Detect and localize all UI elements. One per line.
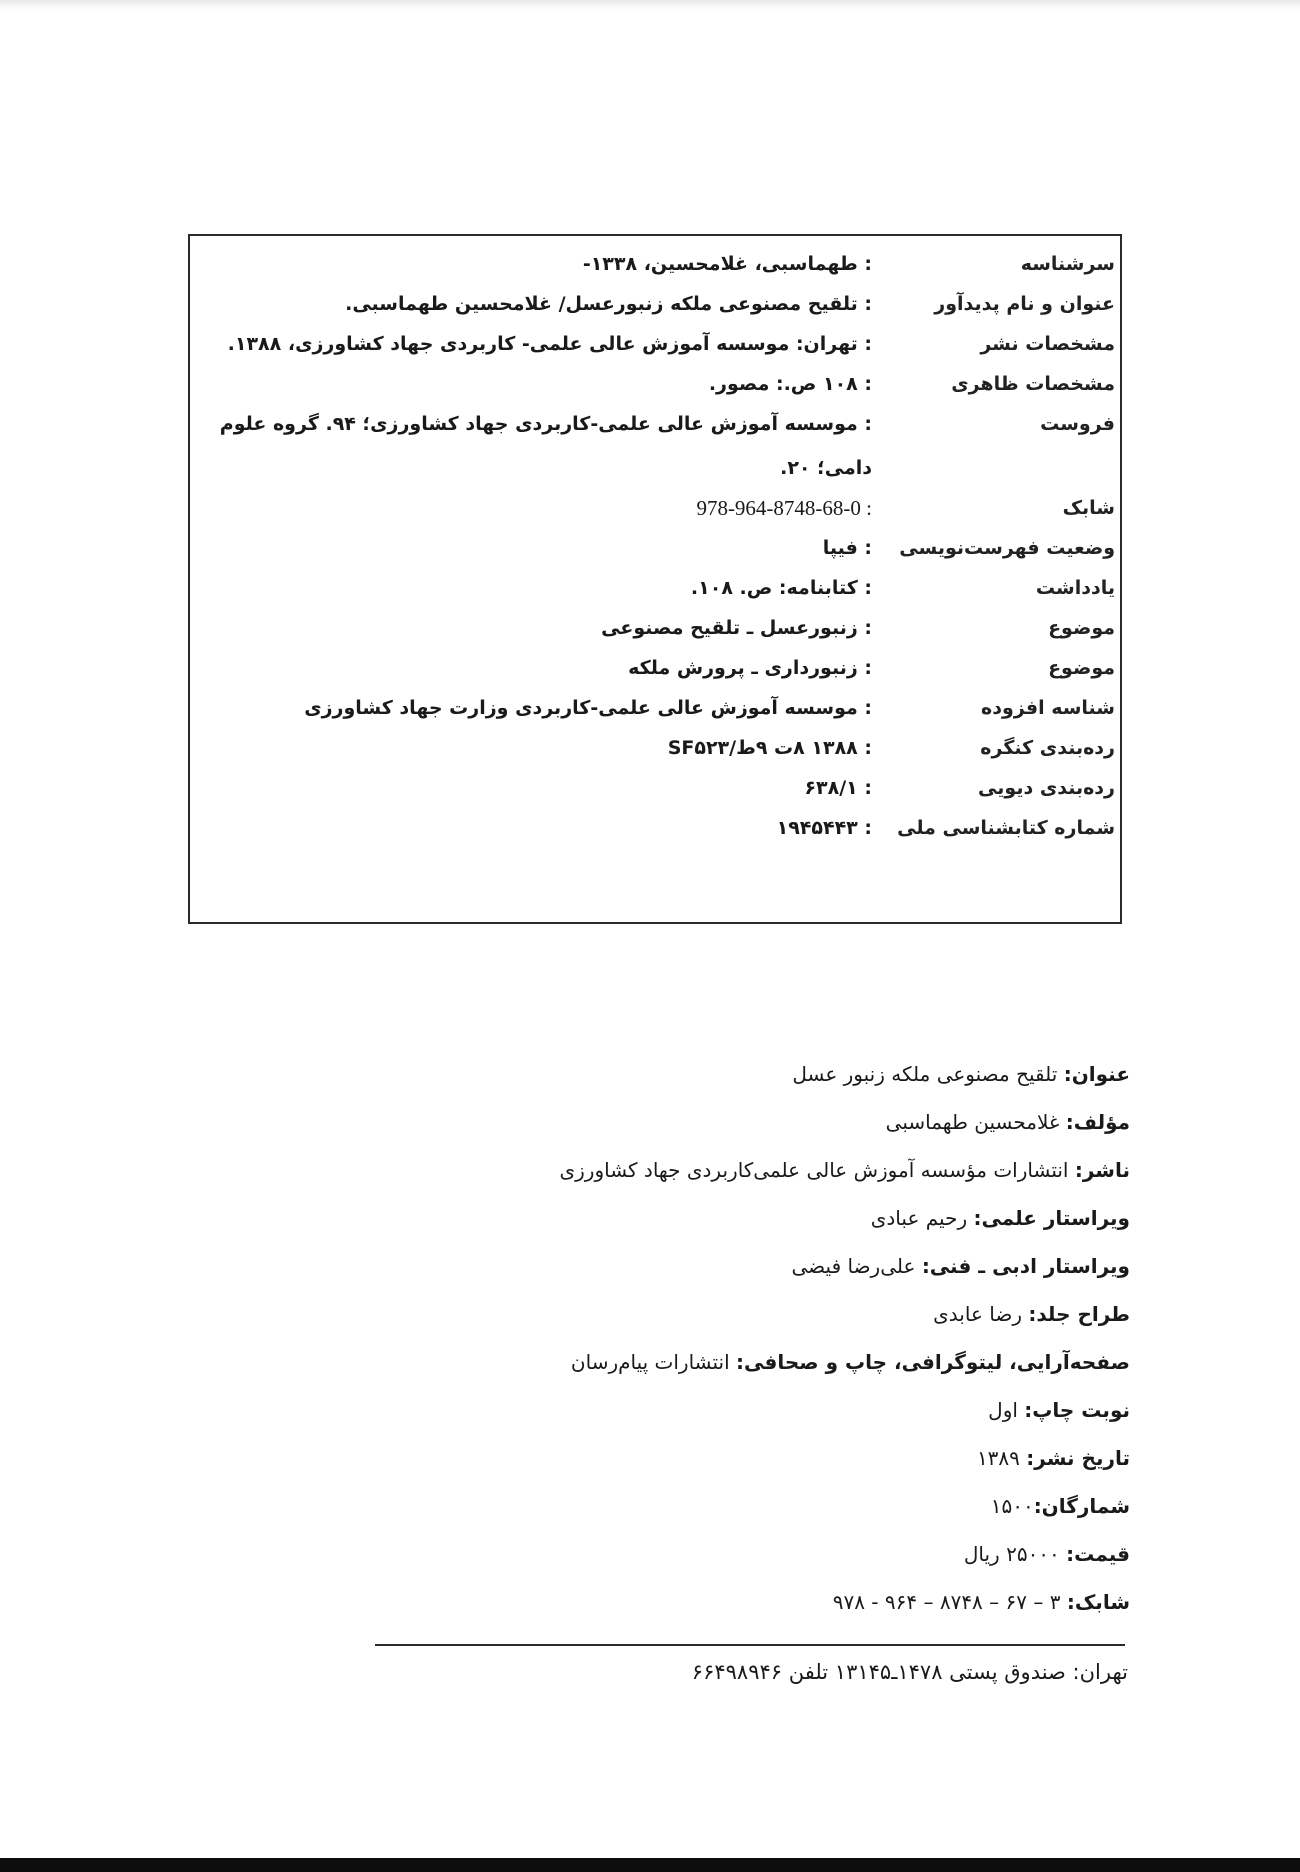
cataloging-in-publication-box bbox=[188, 234, 1122, 924]
credit-key: قیمت: bbox=[1066, 1542, 1130, 1566]
credit-key: شابک: bbox=[1066, 1590, 1130, 1614]
credit-author bbox=[230, 1098, 1130, 1146]
credit-value: غلامحسین طهماسبی bbox=[885, 1110, 1066, 1134]
cip-label: وضعیت فهرست‌نویسی bbox=[899, 537, 1115, 559]
cip-row-added-entry bbox=[190, 688, 1120, 728]
cip-row-subject-2 bbox=[190, 648, 1120, 688]
credit-key: شمارگان: bbox=[1033, 1494, 1130, 1518]
cip-label: مشخصات نشر bbox=[980, 333, 1115, 355]
credit-key: تاریخ نشر: bbox=[1026, 1446, 1130, 1470]
credit-key: ویراستار علمی: bbox=[973, 1206, 1130, 1230]
credit-key: ویراستار ادبی ـ فنی: bbox=[921, 1254, 1130, 1278]
credit-key: طراح جلد: bbox=[1028, 1302, 1130, 1326]
credit-key: صفحه‌آرایی، لیتوگرافی، چاپ و صحافی: bbox=[736, 1350, 1130, 1374]
credit-value: ۳ – ۶۷ – ۸۷۴۸ – ۹۶۴ - ۹۷۸ bbox=[832, 1590, 1067, 1614]
cip-row-isbn bbox=[190, 488, 1120, 528]
cip-row-publication bbox=[190, 324, 1120, 364]
cip-value: : تهران: موسسه آموزش عالی علمی- کاربردی جهاد کشاورزی، ۱۳۸۸. bbox=[227, 333, 872, 355]
credit-value: رحیم عبادی bbox=[870, 1206, 974, 1230]
cip-label: رده‌بندی کنگره bbox=[980, 737, 1115, 759]
credit-literary-editor bbox=[230, 1242, 1130, 1290]
cip-value: : ۱۳۸۸ ۸ت ۹ط/SF۵۲۳ bbox=[667, 737, 872, 759]
cip-label: موضوع bbox=[1048, 617, 1115, 639]
credit-isbn bbox=[230, 1578, 1130, 1626]
credit-printing bbox=[230, 1338, 1130, 1386]
cip-label: فروست bbox=[1040, 413, 1115, 435]
cip-row-series bbox=[190, 404, 1120, 488]
credit-value: اول bbox=[988, 1398, 1025, 1422]
cip-row-title bbox=[190, 284, 1120, 324]
horizontal-divider bbox=[375, 1644, 1125, 1646]
cip-value: : ۱۹۴۵۴۴۳ bbox=[776, 817, 872, 839]
cip-value: : ۱۰۸ ص.: مصور. bbox=[708, 373, 872, 395]
cip-value: : موسسه آموزش عالی علمی-کاربردی جهاد کشاورزی؛ ۹۴. گروه علوم دامی؛ ۲۰. bbox=[219, 413, 872, 479]
cip-row-note bbox=[190, 568, 1120, 608]
credit-publication-date bbox=[230, 1434, 1130, 1482]
cip-value: : زنبورعسل ـ تلقیح مصنوعی bbox=[601, 617, 872, 639]
credit-value: علی‌رضا فیضی bbox=[791, 1254, 922, 1278]
cip-row-status bbox=[190, 528, 1120, 568]
cip-value: : زنبورداری ـ پرورش ملکه bbox=[628, 657, 872, 679]
credit-value: تلقیح مصنوعی ملکه زنبور عسل bbox=[792, 1062, 1064, 1086]
credit-key: نوبت چاپ: bbox=[1024, 1398, 1130, 1422]
cip-label: موضوع bbox=[1048, 657, 1115, 679]
scan-edge-top bbox=[0, 0, 1300, 10]
cip-row-national-bib-number bbox=[190, 808, 1120, 848]
cip-value: : ۶۳۸/۱ bbox=[804, 777, 872, 799]
credit-value: انتشارات پیام‌رسان bbox=[570, 1350, 737, 1374]
credit-cover-designer bbox=[230, 1290, 1130, 1338]
book-credits bbox=[230, 1050, 1130, 1626]
cip-label: شابک bbox=[1062, 497, 1115, 519]
credit-key: ناشر: bbox=[1074, 1158, 1130, 1182]
publisher-address: تهران: صندوق پستی ۱۴۷۸ـ۱۳۱۴۵ تلفن ۶۶۴۹۸۹۴۶ bbox=[691, 1660, 1128, 1684]
cip-value: : تلقیح مصنوعی ملکه زنبورعسل/ غلامحسین طهماسبی. bbox=[345, 293, 872, 315]
credit-value: ۱۵۰۰ bbox=[990, 1494, 1034, 1518]
cip-label: شناسه افزوده bbox=[981, 697, 1115, 719]
isbn-value: 978-964-8748-68-0 : bbox=[696, 496, 872, 520]
credit-title bbox=[230, 1050, 1130, 1098]
credit-edition bbox=[230, 1386, 1130, 1434]
cip-label: شماره کتابشناسی ملی bbox=[897, 817, 1115, 839]
cip-label: مشخصات ظاهری bbox=[951, 373, 1115, 395]
cip-value: : فیپا bbox=[822, 537, 872, 559]
cip-row-main-entry bbox=[190, 244, 1120, 284]
cip-value bbox=[696, 488, 872, 529]
credit-value: ۱۳۸۹ bbox=[976, 1446, 1027, 1470]
credit-key: عنوان: bbox=[1063, 1062, 1130, 1086]
credit-price bbox=[230, 1530, 1130, 1578]
credit-value: رضا عابدی bbox=[933, 1302, 1029, 1326]
cip-row-lc-class bbox=[190, 728, 1120, 768]
cip-label: سرشناسه bbox=[1020, 253, 1115, 275]
credit-value: ۲۵۰۰۰ ریال bbox=[963, 1542, 1067, 1566]
scan-edge-bottom bbox=[0, 1858, 1300, 1872]
cip-row-dewey bbox=[190, 768, 1120, 808]
cip-label: رده‌بندی دیویی bbox=[978, 777, 1115, 799]
cip-value: : موسسه آموزش عالی علمی-کاربردی وزارت جهاد کشاورزی bbox=[304, 697, 872, 719]
cip-label: عنوان و نام پدیدآور bbox=[934, 293, 1115, 315]
credit-publisher bbox=[230, 1146, 1130, 1194]
credit-key: مؤلف: bbox=[1065, 1110, 1130, 1134]
cip-label: یادداشت bbox=[1035, 577, 1115, 599]
cip-value: : کتابنامه: ص. ۱۰۸. bbox=[690, 577, 872, 599]
cip-row-subject-1 bbox=[190, 608, 1120, 648]
cip-row-physical bbox=[190, 364, 1120, 404]
credit-value: انتشارات مؤسسه آموزش عالی علمی‌کاربردی جهاد کشاورزی bbox=[559, 1158, 1075, 1182]
credit-print-run bbox=[230, 1482, 1130, 1530]
cip-value: : طهماسبی، غلامحسین، ۱۳۳۸- bbox=[582, 253, 872, 275]
credit-scientific-editor bbox=[230, 1194, 1130, 1242]
